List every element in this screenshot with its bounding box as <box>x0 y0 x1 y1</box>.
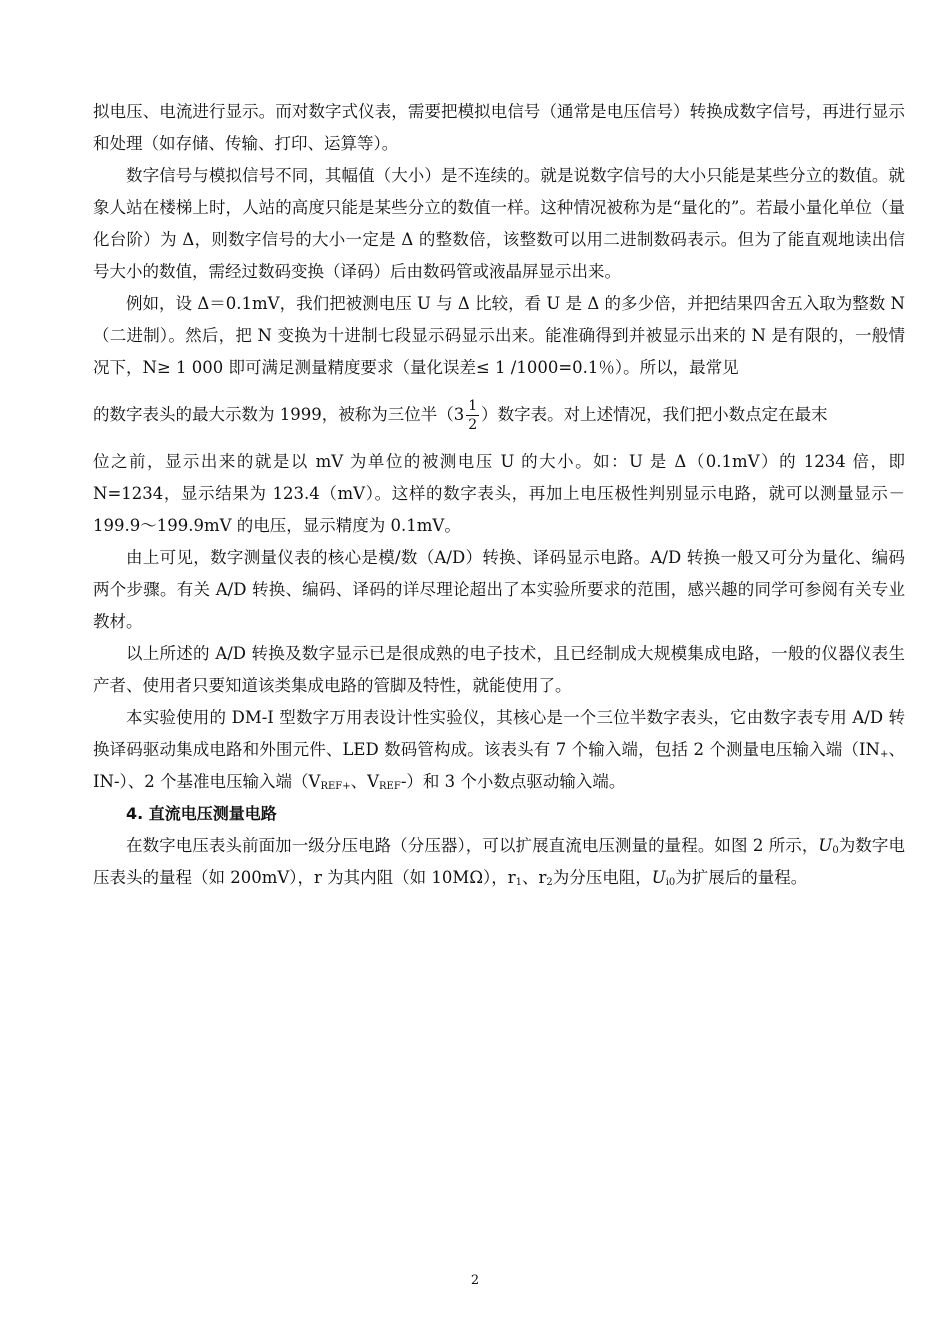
paragraph-voltage-divider <box>93 830 905 894</box>
subscript: + <box>879 749 889 760</box>
text-segment: 、r <box>522 868 547 887</box>
text-segment: 为数字电压表头的量程（如 200mV），r 为其内阻（如 10MΩ），r <box>93 836 905 887</box>
text-segment: 在数字电压表头前面加一级分压电路（分压器），可以扩展直流电压测量的量程。如图 2 所示， <box>126 836 819 855</box>
variable-u0: U <box>818 836 833 855</box>
paragraph-continuation: 拟电压、电流进行显示。而对数字式仪表，需要把模拟电信号（通常是电压信号）转换成数字信号，再进行显示和处理（如存储、传输、打印、运算等）。 <box>93 102 905 153</box>
fraction-denominator: 2 <box>468 417 478 433</box>
fraction-one-half <box>466 397 479 434</box>
text-segment: 的数字表头的最大示数为 1999，被称为三位半（3 <box>93 405 465 424</box>
paragraph-integrated-circuit: 以上所述的 A/D 转换及数字显示已是很成熟的电子技术，且已经制成大规模集成电路，一般的仪器仪表生产者、使用者只要知道该类集成电路的管脚及特性，就能使用了。 <box>93 644 905 695</box>
variable-ui0: U <box>651 868 666 887</box>
text-segment: 、V <box>350 772 380 791</box>
subscript: i0 <box>665 877 676 888</box>
fraction-numerator: 1 <box>468 398 478 414</box>
subscript: 1 <box>515 877 523 888</box>
subscript: 0 <box>832 845 839 856</box>
text-segment: 、IN-）、2 个基准电压输入端（V <box>93 740 906 791</box>
paragraph-quantization: 数字信号与模拟信号不同，其幅值（大小）是不连续的。就是说数字信号的大小只能是某些分立的数值。就象人站在楼梯上时，人站的高度只能是某些分立的数值一样。这种情况被称为是“量化的”。若最小量化单位（量化台阶）为 Δ，则数字信号的大小一定是 Δ 的整数倍，该整数可以用二进制数码表示。但为了能直观地读出信号大小的数值，需经过数码变换（译码）后由数码管或液晶屏显示出来。 <box>93 166 905 281</box>
text-segment: 为分压电阻， <box>552 868 652 887</box>
section-heading: 4. 直流电压测量电路 <box>126 804 277 823</box>
page-number: 2 <box>470 1273 480 1288</box>
page-content <box>93 96 905 894</box>
paragraph-example-b <box>93 384 905 446</box>
subscript: REF <box>379 781 401 792</box>
text-segment: 为扩展后的量程。 <box>675 868 808 887</box>
subscript: 2 <box>546 877 553 888</box>
paragraph-example-a: 例如，设 Δ＝0.1mV，我们把被测电压 U 与 Δ 比较，看 U 是 Δ 的多少倍，并把结果四舍五入取为整数 N（二进制）。然后，把 N 变换为十进制七段显示码显示出来。能准确得到并被显示出来的 N 是有限的，一般情况下，N≥ 1 000 即可满足测量精度要求（量化误差≤ 1 /1000=0.1％）。所以，最常见 <box>93 294 905 377</box>
paragraph-dm-instrument <box>93 702 905 798</box>
text-segment: ）数字表。对上述情况，我们把小数点定在最末 <box>481 405 828 424</box>
text-segment: 本实验使用的 DM-I 型数字万用表设计性实验仪，其核心是一个三位半数字表头，它由数字表专用 A/D 转换译码驱动集成电路和外围元件、LED 数码管构成。该表头有 7 个输入端，包括 2 个测量电压输入端（IN <box>93 708 905 759</box>
paragraph-ad-core: 由上可见，数字测量仪表的核心是模/数（A/D）转换、译码显示电路。A/D 转换一般又可分为量化、编码两个步骤。有关 A/D 转换、编码、译码的详尽理论超出了本实验所要求的范围，感兴趣的同学可参阅有关专业教材。 <box>93 548 905 631</box>
subscript: REF+ <box>320 781 351 792</box>
text-segment: -）和 3 个小数点驱动输入端。 <box>400 772 626 791</box>
paragraph-example-c: 位之前，显示出来的就是以 mV 为单位的被测电压 U 的大小。如：U 是 Δ（0.1mV）的 1234 倍，即 N=1234，显示结果为 123.4（mV）。这样的数字表头，再加上电压极性判别显示电路，就可以测量显示－199.9～199.9mV 的电压，显示精度为 0.1mV。 <box>93 452 905 535</box>
